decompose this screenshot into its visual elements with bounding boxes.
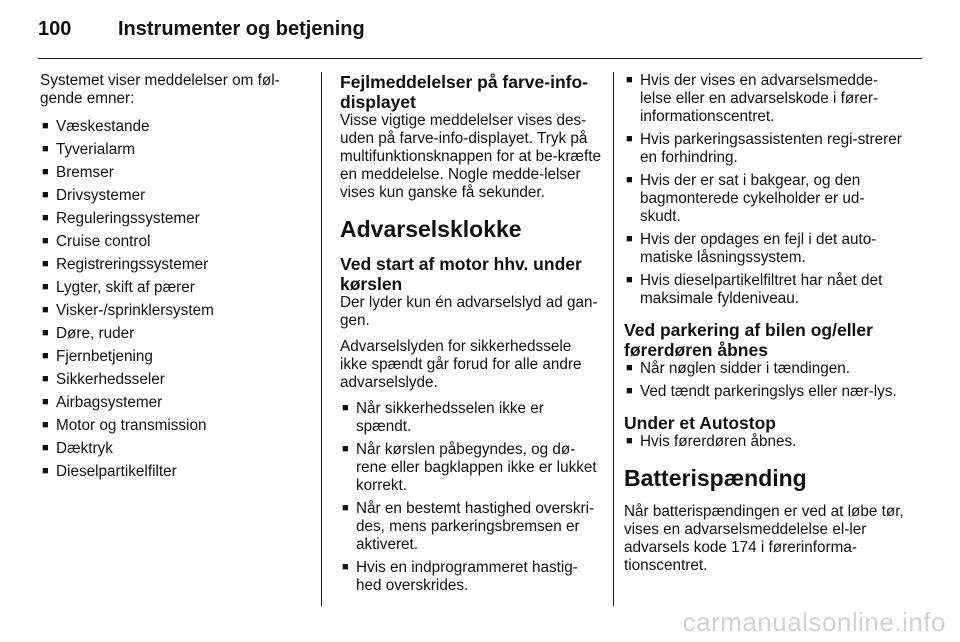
list-item: ■ Visker-/sprinklersystem	[40, 302, 304, 320]
list-item: ■ Airbagsystemer	[40, 394, 304, 412]
chapter-heading: Batterispænding	[624, 465, 807, 491]
list-item: ■ Cruise control	[40, 233, 304, 251]
list-item: ■ Motor og transmission	[40, 417, 304, 435]
list-item: ■ Fjernbetjening	[40, 348, 304, 366]
column-middle	[340, 72, 602, 603]
intro-paragraph: Systemet viser meddelelser om føl-gende emner:	[40, 72, 280, 107]
autostop-list	[624, 433, 904, 451]
header-divider	[38, 58, 922, 59]
list-item: ■ Hvis førerdøren åbnes.	[624, 433, 904, 451]
page-header	[38, 18, 922, 48]
list-item: ■ Når kørslen påbegyndes, og dø-rene eller bagklappen ikke er lukket korrekt.	[340, 441, 602, 495]
list-item: ■ Reguleringssystemer	[40, 210, 304, 228]
list-item: ■ Dieselpartikelfilter	[40, 463, 304, 481]
warning-list	[340, 400, 602, 595]
list-item: ■ Ved tændt parkeringslys eller nær-lys.	[624, 383, 904, 401]
list-item: ■ Hvis parkeringsassistenten regi-strerer en forhindring.	[624, 131, 904, 167]
page-number: 100	[38, 18, 72, 40]
list-item: ■ Registreringssystemer	[40, 256, 304, 274]
section-heading: Ved start af motor hhv. under kørslen	[340, 254, 582, 294]
column-divider	[321, 72, 322, 606]
section-heading: Fejlmeddelelser på farve-info-displayet	[340, 72, 588, 112]
warning-list	[624, 72, 904, 308]
list-item: ■ Tyverialarm	[40, 141, 304, 159]
list-item: ■ Hvis der vises en advarselsmedde-lelse eller en advarselskode i fører-informationscentret.	[624, 72, 904, 126]
list-item: ■ Drivsystemer	[40, 187, 304, 205]
paragraph: Visse vigtige meddelelser vises des-uden på farve-info-displayet. Tryk på multifunktionsknappen for at be-kræfte en meddelelse. Nogle medde-lelser vises kun ganske få sekunder.	[340, 112, 602, 201]
list-item: ■ Hvis dieselpartikelfiltret har nået det maksimale fyldeniveau.	[624, 272, 904, 308]
topic-list	[40, 118, 304, 481]
paragraph: Når batterispændingen er ved at løbe tør, vises en advarselsmeddelelse el-ler advarsels kode 174 i førerinforma-tionscentret.	[624, 503, 904, 574]
section-heading: Under et Autostop	[624, 413, 776, 433]
paragraph: Advarselslyden for sikkerhedssele ikke spændt går forud for alle andre advarselslyde.	[340, 338, 582, 391]
column-left	[40, 72, 304, 489]
list-item: ■ Dæktryk	[40, 440, 304, 458]
page-title: Instrumenter og betjening	[118, 18, 365, 40]
list-item: ■ Hvis en indprogrammeret hastig-hed overskrides.	[340, 559, 602, 595]
column-divider	[613, 72, 614, 606]
watermark: carmanualsonline.info	[682, 607, 946, 637]
list-item: ■ Væskestande	[40, 118, 304, 136]
list-item: ■ Når sikkerhedsselen ikke er spændt.	[340, 400, 602, 436]
list-item: ■ Døre, ruder	[40, 325, 304, 343]
list-item: ■ Hvis der er sat i bakgear, og den bagmonterede cykelholder er ud-skudt.	[624, 172, 904, 226]
list-item: ■ Sikkerhedsseler	[40, 371, 304, 389]
list-item: ■ Når nøglen sidder i tændingen.	[624, 360, 904, 378]
list-item: ■ Lygter, skift af pærer	[40, 279, 304, 297]
paragraph: Der lyder kun én advarselslyd ad gan-gen.	[340, 294, 598, 329]
parking-list	[624, 360, 904, 401]
column-right	[624, 72, 904, 583]
list-item: ■ Bremser	[40, 164, 304, 182]
list-item: ■ Hvis der opdages en fejl i det auto-matiske låsningssystem.	[624, 231, 904, 267]
list-item: ■ Når en bestemt hastighed overskri-des, mens parkeringsbremsen er aktiveret.	[340, 500, 602, 554]
section-heading: Ved parkering af bilen og/eller førerdøren åbnes	[624, 320, 873, 360]
chapter-heading: Advarselsklokke	[340, 216, 522, 242]
